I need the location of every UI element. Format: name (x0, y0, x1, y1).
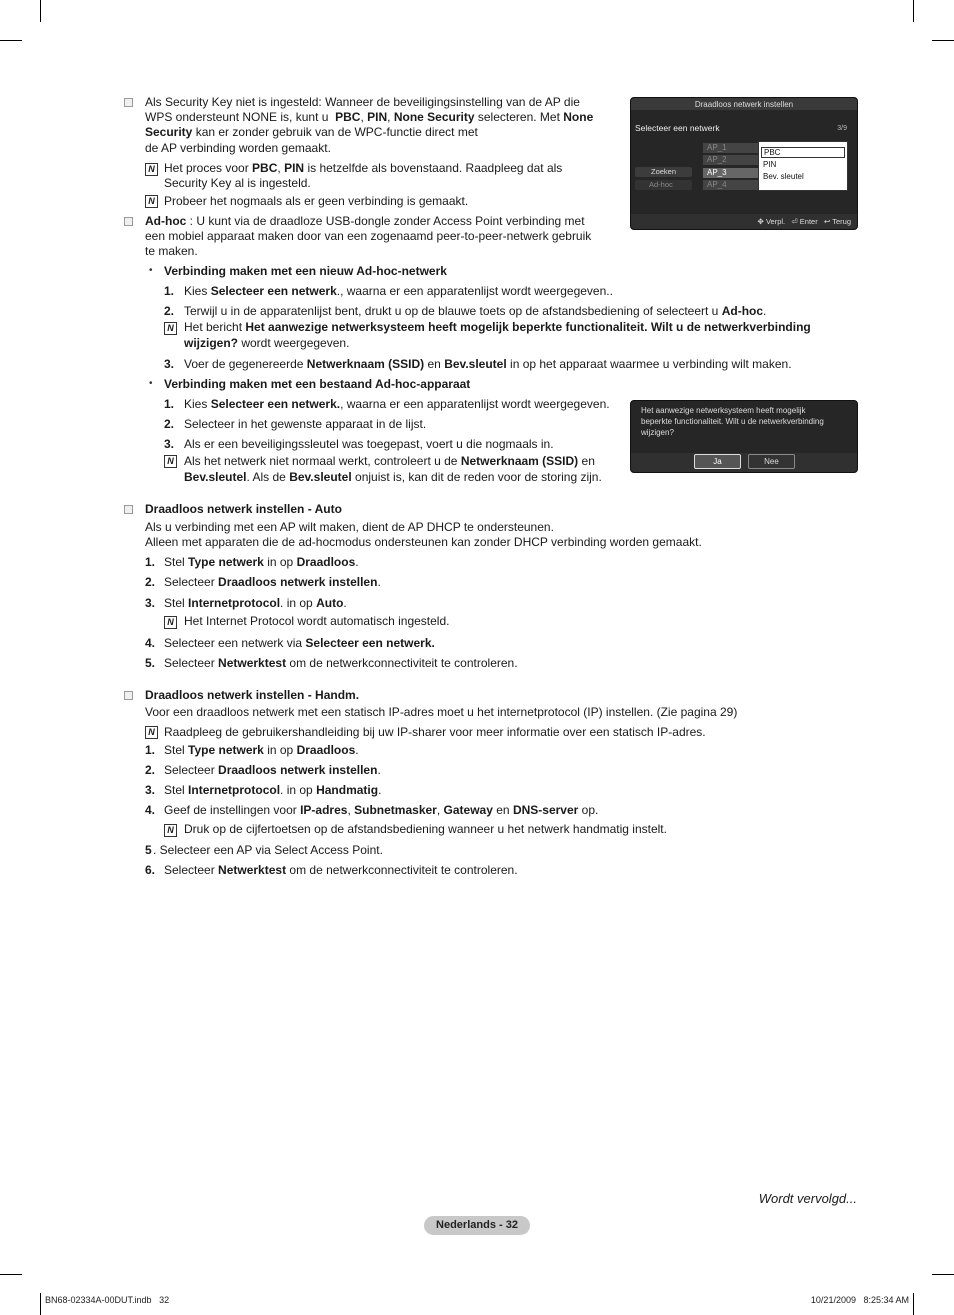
crop-mark (40, 1293, 41, 1315)
ap-item[interactable]: AP_4 (703, 180, 759, 190)
tv-subtitle: Selecteer een netwerk (635, 123, 720, 133)
step-number: 6. (145, 863, 156, 877)
security-line-4: de AP verbinding worden gemaakt. (145, 141, 331, 155)
note-icon: N (145, 726, 158, 739)
enter-icon: ⏎ (791, 217, 798, 226)
step-text: Kies Selecteer een netwerk., waarna er een apparatenlijst wordt weergegeven.. (184, 284, 613, 298)
move-icon: ✥ (757, 217, 764, 226)
step-text: Stel Internetprotocol. in op Handmatig. (164, 783, 382, 797)
step-text: Stel Internetprotocol. in op Auto. (164, 596, 347, 610)
crop-mark (913, 1293, 914, 1315)
popup-option-pin[interactable]: PIN (763, 160, 777, 169)
step-number: 3. (145, 783, 156, 797)
step-text: Geef de instellingen voor IP-adres, Subnetmasker, Gateway en DNS-server op. (164, 803, 599, 817)
note-text: Probeer het nogmaals als er geen verbinding is gemaakt. (164, 194, 469, 208)
paragraph: Als u verbinding met een AP wilt maken, dient de AP DHCP te ondersteunen. (145, 520, 554, 534)
file-info: BN68-02334A-00DUT.indb 32 (45, 1295, 170, 1305)
note-text: Raadpleeg de gebruikershandleiding bij uw IP-sharer voor meer informatie over een statisch IP-adres. (164, 725, 706, 739)
step-number: 5 (145, 843, 152, 857)
crop-mark (0, 40, 22, 41)
step-text: Selecteer Netwerktest om de netwerkconnectiviteit te controleren. (164, 656, 518, 670)
note-icon: N (164, 616, 177, 629)
ap-item[interactable]: AP_1 (703, 143, 759, 153)
bullet-square (124, 691, 133, 700)
note-text: Het bericht Het aanwezige netwerksysteem heeft mogelijk beperkte functionaliteit. Wilt u de netwerkverbinding (184, 320, 811, 334)
bullet-dot: • (149, 265, 153, 276)
crop-mark (932, 40, 954, 41)
step-number: 3. (164, 437, 175, 451)
tv-screen-adhoc-warning (630, 400, 858, 473)
step-number: 3. (164, 357, 175, 371)
step-number: 5. (145, 656, 156, 670)
tv-adhoc-button[interactable]: Ad-hoc (635, 180, 692, 190)
note-icon: N (145, 163, 158, 176)
note-text: Bev.sleutel. Als de Bev.sleutel onjuist is, kan dit de reden voor de storing zijn. (184, 470, 602, 484)
step-number: 2. (145, 763, 156, 777)
note-icon: N (164, 824, 177, 837)
tv-screen-network-select (630, 97, 858, 230)
step-number: 3. (145, 596, 156, 610)
popup-option-pbc[interactable]: PBC (761, 147, 845, 158)
print-date: 10/21/2009 8:25:34 AM (810, 1295, 909, 1305)
step-text: Selecteer Netwerktest om de netwerkconnectiviteit te controleren. (164, 863, 518, 877)
crop-mark (932, 1274, 954, 1275)
step-number: 1. (145, 555, 156, 569)
no-button[interactable]: Nee (748, 454, 795, 469)
step-number: 4. (145, 636, 156, 650)
step-text: Als er een beveiligingssleutel was toegepast, voert u die nogmaals in. (184, 437, 554, 451)
step-text: Kies Selecteer een netwerk., waarna er een apparatenlijst wordt weergegeven. (184, 397, 610, 411)
step-text: Selecteer Draadloos netwerk instellen. (164, 763, 381, 777)
crop-mark (913, 0, 914, 22)
bullet-square (124, 505, 133, 514)
ap-item[interactable]: AP_2 (703, 155, 759, 165)
tv-title: Draadloos netwerk instellen (694, 100, 794, 109)
crop-mark (0, 1274, 22, 1275)
ap-item-selected[interactable]: AP_3 (703, 168, 759, 178)
subheading: Verbinding maken met een bestaand Ad-hoc-apparaat (164, 377, 471, 391)
step-text: Selecteer een netwerk via Selecteer een netwerk. (164, 636, 435, 650)
popup-option-key[interactable]: Bev. sleutel (763, 172, 804, 181)
security-line-3: Security kan er zonder gebruik van de WPC-functie direct met (145, 125, 478, 139)
note-text: Als het netwerk niet normaal werkt, controleert u de Netwerknaam (SSID) en (184, 454, 595, 468)
step-text: Terwijl u in de apparatenlijst bent, drukt u op de blauwe toets op de afstandsbediening of selecteert u Ad-hoc. (184, 304, 767, 318)
warning-line: Het aanwezige netwerksysteem heeft mogelijk (641, 406, 806, 415)
step-number: 4. (145, 803, 156, 817)
step-number: 1. (164, 284, 175, 298)
note-text: Het proces voor PBC, PIN is hetzelfde als bovenstaand. Raadpleeg dat als (164, 161, 563, 175)
yes-button[interactable]: Ja (694, 454, 741, 469)
adhoc-line-3: te maken. (145, 244, 198, 258)
adhoc-line-1: Ad-hoc : U kunt via de draadloze USB-dongle zonder Access Point verbinding met (145, 214, 585, 228)
bullet-dot: • (149, 378, 153, 389)
warning-line: beperkte functionaliteit. Wilt u de netwerkverbinding (641, 417, 824, 426)
crop-mark (40, 0, 41, 22)
step-text: Stel Type netwerk in op Draadloos. (164, 555, 359, 569)
bullet-square (124, 217, 133, 226)
note-icon: N (164, 455, 177, 468)
warning-line: wijzigen? (641, 428, 674, 437)
step-text: Selecteer in het gewenste apparaat in de lijst. (184, 417, 427, 431)
tv-page-counter: 3/9 (837, 125, 847, 132)
step-text: . Selecteer een AP via Select Access Point. (153, 843, 383, 857)
continued-note: Wordt vervolgd... (758, 1191, 857, 1206)
security-line-2: WPS ondersteunt NONE is, kunt u PBC, PIN, None Security selecteren. Met None (145, 110, 594, 124)
note-text: wijzigen? wordt weergegeven. (184, 336, 350, 350)
tv-search-button[interactable]: Zoeken (635, 167, 692, 177)
step-text: Selecteer Draadloos netwerk instellen. (164, 575, 381, 589)
note-icon: N (164, 322, 177, 335)
note-text: Het Internet Protocol wordt automatisch ingesteld. (184, 614, 450, 628)
step-number: 2. (164, 417, 175, 431)
note-icon: N (145, 195, 158, 208)
adhoc-line-2: een mobiel apparaat maken door van een zogenaamd peer-to-peer-netwerk gebruik (145, 229, 592, 243)
section-title: Draadloos netwerk instellen - Auto (145, 502, 342, 516)
tv-footer-hints: ✥ Verpl. ⏎ Enter ↩ Terug (757, 217, 851, 226)
step-text: Voer de gegenereerde Netwerknaam (SSID) en Bev.sleutel in op het apparaat waarmee u verbinding wilt maken. (184, 357, 792, 371)
security-popup (758, 141, 848, 191)
note-text: Druk op de cijfertoetsen op de afstandsbediening wanneer u het netwerk handmatig instelt. (184, 822, 667, 836)
paragraph: Alleen met apparaten die de ad-hocmodus ondersteunen kan zonder DHCP verbinding worden gemaakt. (145, 535, 702, 549)
subheading: Verbinding maken met een nieuw Ad-hoc-netwerk (164, 264, 447, 278)
step-number: 2. (145, 575, 156, 589)
section-title: Draadloos netwerk instellen - Handm. (145, 688, 360, 702)
step-number: 2. (164, 304, 175, 318)
step-number: 1. (164, 397, 175, 411)
note-text: Security Key al is ingesteld. (164, 176, 311, 190)
paragraph: Voor een draadloos netwerk met een statisch IP-adres moet u het internetprotocol (IP) instellen. (Zie pagina 29) (145, 705, 738, 719)
security-line-1: Als Security Key niet is ingesteld: Wanneer de beveiligingsinstelling van de AP die (145, 95, 580, 109)
step-text: Stel Type netwerk in op Draadloos. (164, 743, 359, 757)
bullet-square (124, 98, 133, 107)
page-number-badge: Nederlands - 32 (424, 1216, 530, 1235)
tv-footer-bar (631, 453, 857, 472)
return-icon: ↩ (823, 217, 831, 226)
step-number: 1. (145, 743, 156, 757)
